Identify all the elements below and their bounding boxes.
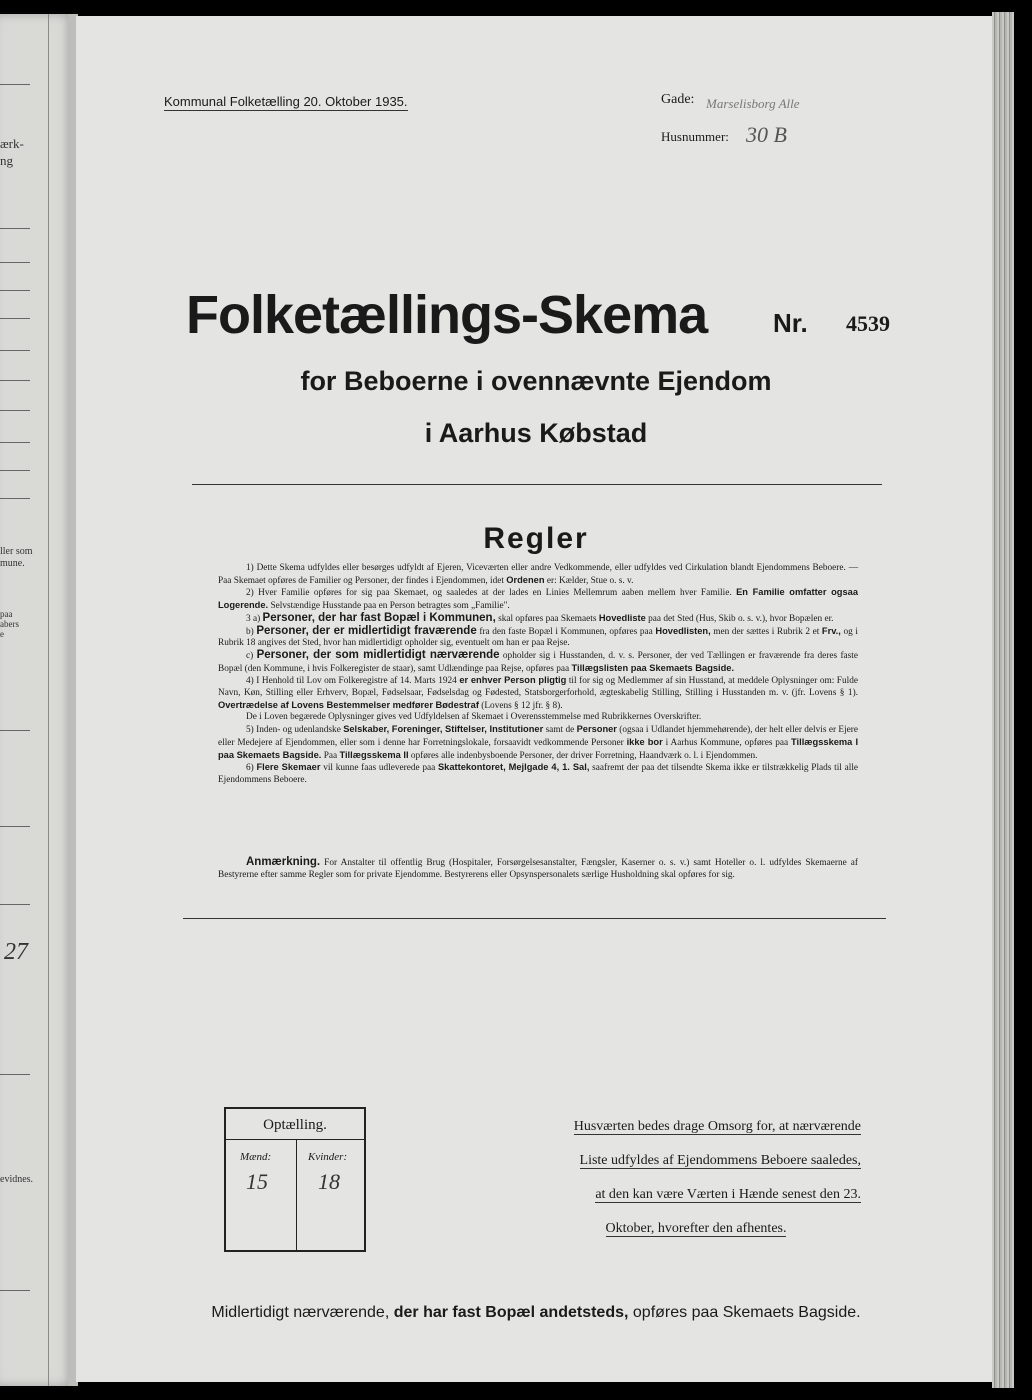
- men-label: Mænd:: [240, 1151, 272, 1163]
- count-box: [224, 1107, 366, 1252]
- left-page-margin-line: [48, 14, 49, 1386]
- divider: [183, 918, 886, 919]
- left-fragment: mune.: [0, 558, 25, 569]
- house-number-value: 30 B: [746, 122, 787, 147]
- left-page-rule: [0, 442, 30, 443]
- left-page-rule: [0, 318, 30, 319]
- bottom-text: opføres paa Skemaets Bagside.: [632, 1304, 861, 1321]
- rule-4-note: De i Loven begærede Oplysninger gives ved Udfyldelsen af Skemaet i Overensstemmelse med Rubrikkernes Overskrifter.: [246, 712, 702, 723]
- rule-3a: 3 a) Personer, der har fast Bopæl i Kommunen, skal opføres paa Skemaets Hovedliste paa det Sted (Hus, Skib o. s. v.), hvor Bopælen er.: [246, 611, 834, 624]
- bottom-text: Midlertidigt nærværende,: [211, 1304, 390, 1321]
- left-page-rule: [0, 826, 30, 827]
- divider: [192, 484, 882, 485]
- left-page-rule: [0, 1290, 30, 1291]
- left-fragment: evidnes.: [0, 1174, 34, 1185]
- book-page-edges: [992, 12, 1014, 1388]
- landlord-note: [531, 1110, 861, 1246]
- left-page-rule: [0, 380, 30, 381]
- left-page-rule: [0, 228, 30, 229]
- left-page-rule: [0, 410, 30, 411]
- remark-text: For Anstalter til offentlig Brug (Hospitaler, Forsørgelsesanstalter, Fængsler, Kaserner o. s. v.) samt Hoteller o. l. udfyldes Skemaerne af Bestyrerne efter samme Regler som for private Ejendomme. Bestyrerens eller Opsynspersonalets særlige Husholdning skal opføres for sig.: [218, 858, 858, 880]
- left-page-rule: [0, 904, 30, 905]
- form-number-value: 4539: [846, 311, 890, 336]
- left-fragment: ng: [0, 153, 13, 168]
- rule-1: 1) Dette Skema udfyldes eller besørges udfyldt af Ejeren, Viceværten eller andre Vedkommende, eller udfyldes ved Cirkulation blandt Ejendommens Beboere. — Paa Skemaet opføres de Familier og Personer, der findes i Ejendommen, idet Ordenen er: Kælder, Stue o. s. v.: [218, 563, 858, 586]
- house-number-label: Husnummer:: [661, 129, 729, 144]
- form-subtitle-city: i Aarhus Købstad: [424, 418, 648, 448]
- left-fragment: ærk-: [0, 136, 24, 151]
- remark-block: [218, 856, 858, 881]
- bottom-instruction: [76, 1304, 996, 1322]
- rule-4: 4) I Henhold til Lov om Folkeregistre af 14. Marts 1924 er enhver Person pligtig til for sig og Medlemmer af sin Husstand, at meddele Oplysninger om: Fulde Navn, Køn, Stilling eller Erhverv, Bopæl, Fødselsaar, Fødselsdag og Fødested, Statsborgerforhold, ægteskabelig Stilling, Stilling i Husstanden m. v. (jfr. Lovens § 1). Overtrædelse af Lovens Bestemmelser medfører Bødestraf (Lovens § 12 jfr. § 8).: [218, 675, 858, 711]
- left-fragment: ller som: [0, 546, 33, 557]
- left-page-rule: [0, 290, 30, 291]
- rule-2: 2) Hver Familie opføres for sig paa Skemaet, og saaledes at der lades en Linies Mellemrum aaben mellem hver Familie. En Familie omfatter ogsaa Logerende. Selvstændige Husstande paa en Person betragtes som „Familie".: [218, 587, 858, 612]
- women-count: 18: [318, 1169, 340, 1194]
- form-subtitle: for Beboerne i ovennævnte Ejendom: [300, 366, 772, 396]
- left-page-rule: [0, 350, 30, 351]
- rule-3b: b) Personer, der er midlertidigt fraværende fra den faste Bopæl i Kommunen, opføres paa Hovedlisten, men der sættes i Rubrik 2 et Frv., og i Rubrik 18 angives det Sted, hvor han midlertidigt opholder sig, eventuelt om han er paa Rejse.: [218, 624, 858, 649]
- rule-3c: c) Personer, der som midlertidigt nærværende opholder sig i Husstanden, d. v. s. Personer, der ved Tællingen er fraværende fra deres faste Bopæl (den Kommune, i hvis Folkeregister de staar), samt Udlændinge paa Rejse, opføres paa Tillægslisten paa Skemaets Bagside.: [218, 648, 858, 674]
- left-page-rule: [0, 84, 30, 85]
- street-value: Marselisborg Alle: [706, 96, 800, 111]
- men-count: 15: [246, 1169, 268, 1194]
- left-fragment: paa: [0, 609, 13, 619]
- street-label: Gade:: [661, 92, 695, 107]
- left-page-rule: [0, 730, 30, 731]
- women-label: Kvinder:: [308, 1151, 348, 1163]
- census-date-header: Kommunal Folketælling 20. Oktober 1935.: [164, 94, 408, 109]
- left-fragment: e: [0, 629, 4, 639]
- note-line: at den kan være Værten i Hænde senest den 23.: [595, 1187, 861, 1202]
- left-page-rule: [0, 262, 30, 263]
- left-page-rule: [0, 470, 30, 471]
- left-fragment: abers: [0, 619, 19, 629]
- form-number-label: Nr.: [773, 308, 808, 338]
- census-form-page: [76, 16, 996, 1382]
- rule-5: 5) Inden- og udenlandske Selskaber, Foreninger, Stiftelser, Institutioner samt de Personer (ogsaa i Udlandet hjemmehørende), der helt eller delvis er Ejere eller Medejere af Ejendommen, eller som i denne har Forretningslokale, forsaavidt vedkommende Personer ikke bor i Aarhus Kommune, opføres paa Tillægsskema I paa Skemaets Bagside. Paa Tillægsskema II opføres alle indenbysboende Personer, der driver Forretning, Haandværk o. l. i Ejendommen.: [218, 724, 859, 761]
- rule-6: 6) Flere Skemaer vil kunne faas udleverede paa Skattekontoret, Mejlgade 4, 1. Sal, saafremt der paa det tilsendte Skema ikke er tilstrækkelig Plads til alle Ejendommens Beboere.: [218, 762, 859, 785]
- rules-heading: Regler: [483, 522, 589, 555]
- remark-label: Anmærkning.: [246, 856, 321, 868]
- left-handwritten-number: 27: [4, 939, 28, 965]
- left-page-rule: [0, 498, 30, 499]
- left-page: [0, 14, 74, 1386]
- form-title: Folketællings-Skema: [186, 285, 708, 345]
- bottom-text-bold: der har fast Bopæl andetsteds,: [393, 1304, 629, 1321]
- note-line: Liste udfyldes af Ejendommens Beboere saaledes,: [579, 1153, 861, 1168]
- note-line: Husværten bedes drage Omsorg for, at nærværende: [573, 1119, 861, 1134]
- left-page-rule: [0, 1074, 30, 1075]
- note-line: Oktober, hvorefter den afhentes.: [605, 1221, 787, 1236]
- count-box-divider: [296, 1139, 297, 1250]
- count-box-title: Optælling.: [226, 1109, 364, 1140]
- rules-body: [218, 563, 858, 787]
